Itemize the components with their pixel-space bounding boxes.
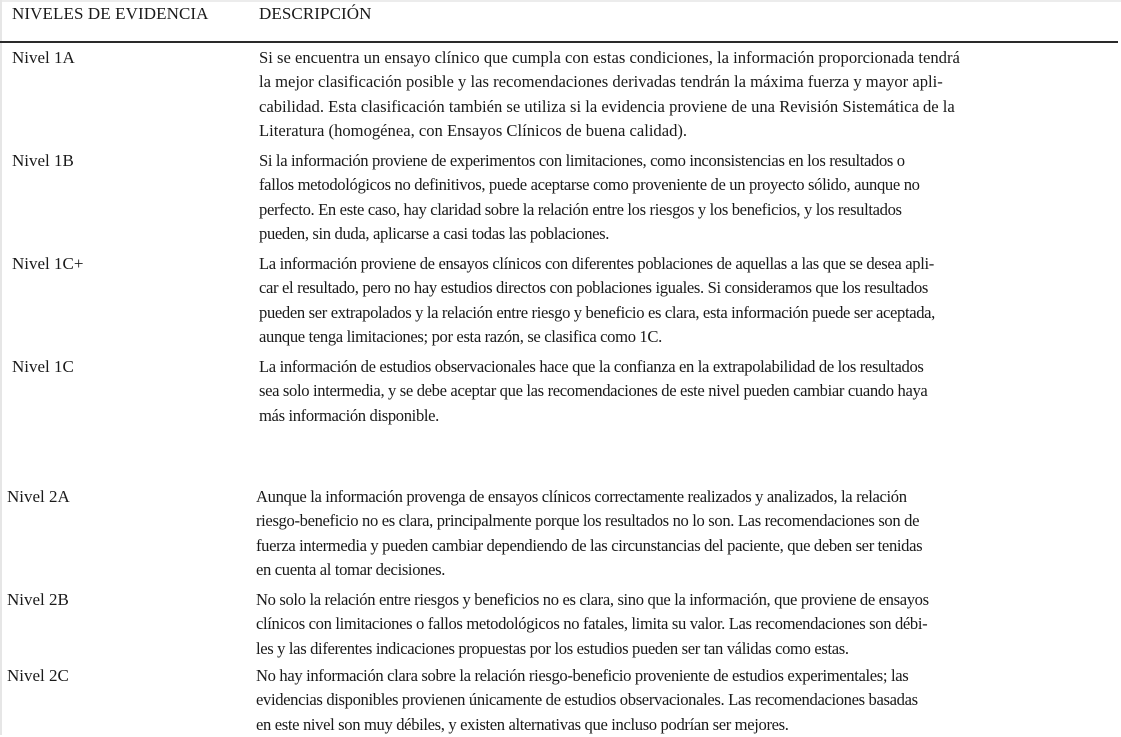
header-divider — [0, 41, 1118, 43]
level-label: Nivel 2C — [7, 666, 69, 685]
description-line: aunque tenga limitaciones; por esta razón, se clasifica como 1C. — [259, 326, 662, 346]
description-line: No hay información clara sobre la relación riesgo-beneficio proveniente de estudios experimentales; las — [256, 666, 909, 685]
description-line: Aunque la información provenga de ensayos clínicos correctamente realizados y analizados, la relación — [256, 487, 907, 506]
level-description — [259, 149, 1109, 246]
level-label: Nivel 1C — [12, 357, 74, 376]
table-header — [0, 0, 1121, 40]
level-label: Nivel 2A — [7, 487, 70, 506]
description-line: en este nivel son muy débiles, y existen alternativas que incluso podrían ser mejores. — [256, 714, 789, 734]
description-line: No solo la relación entre riesgos y beneficios no es clara, sino que la información, que proviene de ensayos — [256, 590, 929, 609]
description-line: car el resultado, pero no hay estudios directos con poblaciones iguales. Si consideramos que los resultados — [259, 278, 928, 298]
description-line: Literatura (homogénea, con Ensayos Clínicos de buena calidad). — [259, 120, 688, 140]
level-label: Nivel 1A — [12, 48, 75, 67]
level-description — [256, 664, 1106, 737]
level-description — [259, 252, 1109, 349]
description-line: clínicos con limitaciones o fallos metodológicos no fatales, limita su valor. Las recomendaciones son débi- — [256, 614, 928, 634]
header-description: DESCRIPCIÓN — [259, 4, 372, 23]
description-line: fuerza intermedia y pueden cambiar dependiendo de las circunstancias del paciente, que deben ser tenidas — [256, 535, 923, 555]
description-line: fallos metodológicos no definitivos, puede aceptarse como proveniente de un proyecto sólido, aunque no — [259, 175, 920, 195]
description-line: riesgo-beneficio no es clara, principalmente porque los resultados no lo son. Las recomendaciones son de — [256, 511, 920, 531]
description-line: sea solo intermedia, y se debe aceptar que las recomendaciones de este nivel pueden cambiar cuando haya — [259, 381, 928, 401]
description-line: evidencias disponibles provienen únicamente de estudios observacionales. Las recomendaciones basadas — [256, 690, 918, 710]
level-label: Nivel 1B — [12, 151, 74, 170]
page-edge-left — [0, 0, 2, 735]
level-description — [256, 485, 1106, 582]
description-line: La información de estudios observacionales hace que la confianza en la extrapolabilidad de los resultados — [259, 357, 924, 376]
description-line: cabilidad. Esta clasificación también se utiliza si la evidencia proviene de una Revisión Sistemática de la — [259, 96, 955, 116]
description-line: más información disponible. — [259, 405, 439, 425]
description-line: perfecto. En este caso, hay claridad sobre la relación entre los riesgos y los beneficios, y los resultados — [259, 199, 902, 219]
description-line: Si la información proviene de experimentos con limitaciones, como inconsistencias en los resultados o — [259, 151, 905, 170]
level-description — [256, 588, 1106, 661]
level-label: Nivel 1C+ — [12, 254, 84, 273]
description-line: la mejor clasificación posible y las recomendaciones derivadas tendrán la máxima fuerza y mayor apli- — [259, 72, 943, 92]
description-line: pueden ser extrapolados y la relación entre riesgo y beneficio es clara, esta información puede ser aceptada, — [259, 302, 935, 322]
level-description — [259, 355, 1109, 428]
description-line: La información proviene de ensayos clínicos con diferentes poblaciones de aquellas a las que se desea apli- — [259, 254, 934, 273]
description-line: les y las diferentes indicaciones propuestas por los estudios pueden ser tan válidas como estas. — [256, 638, 849, 658]
description-line: pueden, sin duda, aplicarse a casi todas las poblaciones. — [259, 223, 610, 243]
description-line: en cuenta al tomar decisiones. — [256, 559, 446, 579]
description-line: Si se encuentra un ensayo clínico que cumpla con estas condiciones, la información proporcionada tendrá — [259, 48, 960, 67]
header-levels: NIVELES DE EVIDENCIA — [12, 4, 209, 23]
level-label: Nivel 2B — [7, 590, 69, 609]
level-description — [259, 46, 1109, 143]
